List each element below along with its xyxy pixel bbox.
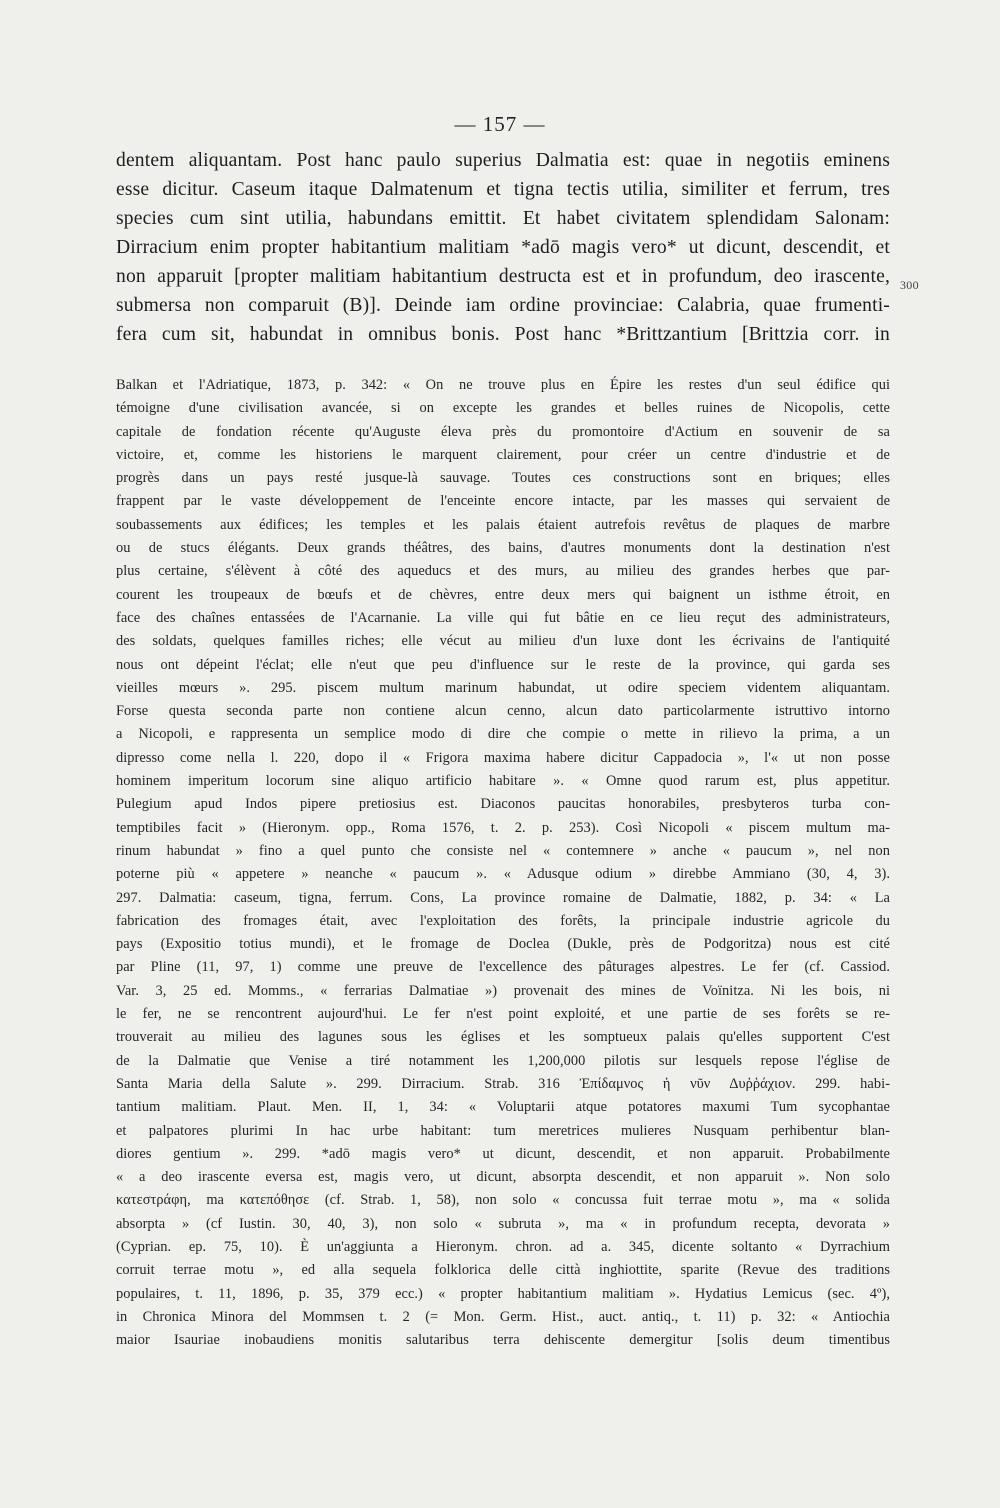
footnote-line: ou de stucs élégants. Deux grands théâtres, des bains, d'autres monuments dont la destination n'est	[116, 540, 890, 557]
page-number: — 157 —	[454, 112, 546, 136]
footnote-line: victoire, et, comme les historiens le marquent clairement, pour créer un centre d'industrie et de	[116, 446, 890, 463]
footnote-line: 297. Dalmatia: caseum, tigna, ferrum. Cons, La province romaine de Dalmatie, 1882, p. 34: « La	[116, 889, 890, 906]
footnote-line: pays (Expositio totius mundi), et le fromage de Doclea (Dukle, près de Podgoritza) nous est cité	[116, 936, 890, 953]
footnote-line: Pulegium apud Indos pipere pretiosius est. Diaconos paucitas honorabiles, presbyteros turba con-	[116, 796, 890, 813]
main-text-line: species cum sint utilia, habundans emittit. Et habet civitatem splendidam Salonam:	[116, 208, 890, 229]
footnote-line: nous ont dépeint l'éclat; elle n'eut que peu d'influence sur le reste de la province, qui garda ses	[116, 656, 890, 673]
footnote-line: par Pline (11, 97, 1) comme une preuve de l'excellence des pâturages alpestres. Le fer (cf. Cassiod.	[116, 959, 890, 976]
footnote-line: trouverait au milieu des lagunes sous les églises et les somptueux palais qu'elles supportent C'est	[116, 1029, 890, 1046]
main-text	[116, 146, 890, 349]
footnote-line: diores gentium ». 299. *adō magis vero* ut dicunt, descendit, et non apparuit. Probabilmente	[116, 1145, 890, 1162]
footnote-line: dipresso come nella l. 220, dopo il « Frigora maxima habere dicitur Cappadocia », l'« ut non posse	[116, 749, 890, 766]
margin-line-number: 300	[900, 278, 919, 292]
footnote-line: populaires, t. 11, 1896, p. 35, 379 ecc.) « propter habitantium malitiam ». Hydatius Lemicus (sec. 4º),	[116, 1285, 890, 1302]
footnote-line: face des chaînes entassées de l'Acarnanie. La ville qui fut bâtie en ce lieu reçut des administrateurs,	[116, 609, 890, 626]
footnote-line: in Chronica Minora del Mommsen t. 2 (= Mon. Germ. Hist., auct. antiq., t. 11) p. 32: « Antiochia	[116, 1308, 890, 1325]
footnote-line: a Nicopoli, e rappresenta un semplice modo di dire che compie o mette in rilievo la prima, a un	[116, 726, 890, 743]
footnote-line: Balkan et l'Adriatique, 1873, p. 342: « On ne trouve plus en Épire les restes d'un seul édifice qui	[116, 377, 890, 393]
footnote-line: rinum habundat » fino a quel punto che consiste nel « contemnere » anche « paucum », nel non	[116, 842, 890, 859]
footnote-line: absorpta » (cf Iustin. 30, 40, 3), non solo « subruta », ma « in profundum recepta, devorata »	[116, 1215, 890, 1232]
footnote-line: corruit terrae motu », ed alla sequela folklorica delle città inghiottite, sparite (Revue des traditions	[116, 1262, 890, 1279]
footnote-line: Forse questa seconda parte non contiene alcun cenno, alcun dato particolarmente istruttivo intorno	[116, 703, 890, 720]
footnote-line: temptibiles facit » (Hieronym. opp., Roma 1576, t. 2. p. 253). Così Nicopoli « piscem multum ma-	[116, 819, 890, 836]
footnote-line: le fer, ne se rencontrent aujourd'hui. Le fer n'est point exploité, et une partie de ses forêts se re-	[116, 1006, 890, 1023]
footnotes	[116, 374, 890, 1352]
main-text-line: submersa non comparuit (B)]. Deinde iam ordine provinciae: Calabria, quae frumenti-	[116, 295, 890, 316]
footnote-line: fabrication des fromages était, avec l'exploitation des forêts, la principale industrie agricole du	[116, 912, 890, 929]
main-text-line: dentem aliquantam. Post hanc paulo superius Dalmatia est: quae in negotiis eminens	[116, 150, 890, 171]
footnote-line: progrès dans un pays resté jusque-là sauvage. Toutes ces constructions sont en briques; elles	[116, 470, 890, 487]
footnote-line: et palpatores plurimi In hac urbe habitant: tum meretrices mulieres Nusquam perhibentur blan-	[116, 1122, 890, 1139]
footnote-line: tantium malitiam. Plaut. Men. II, 1, 34: « Voluptarii atque potatores maxumi Tum sycophantae	[116, 1099, 890, 1116]
footnote-line: capitale de fondation récente qu'Auguste éleva près du promontoire d'Actium en souvenir de sa	[116, 423, 890, 440]
footnote-line: Var. 3, 25 ed. Momms., « ferrarias Dalmatiae ») provenait des mines de Voïnitza. Ni les bois, ni	[116, 982, 890, 999]
footnote-line: plus certaine, s'élèvent à côté des aqueducs et des murs, au milieu des grandes herbes que par-	[116, 563, 890, 580]
footnote-line: des soldats, quelques familles riches; elle vécut au milieu d'un luxe dont les écrivains de l'antiquité	[116, 633, 890, 650]
footnote-line: de la Dalmatie que Venise a tiré notamment les 1,200,000 pilotis sur lesquels repose l'église de	[116, 1052, 890, 1069]
footnote-line: témoigne d'une civilisation avancée, si on excepte les grandes et belles ruines de Nicopolis, cette	[116, 400, 890, 417]
main-text-line: fera cum sit, habundat in omnibus bonis. Post hanc *Brittzantium [Brittzia corr. in	[116, 324, 890, 345]
footnote-line: poterne più « appetere » neanche « paucum ». « Adusque odium » direbbe Ammiano (30, 4, 3).	[116, 866, 890, 883]
footnote-line: « a deo irascente eversa est, magis vero, ut dicunt, absorpta descendit, et non apparuit ». Non solo	[116, 1169, 890, 1186]
footnote-line: maior Isauriae inobaudiens monitis salutaribus terra dehiscente demergitur [solis deum timentibus	[116, 1332, 890, 1349]
footnote-line: vieilles mœurs ». 295. piscem multum marinum habundat, ut odire speciem videntem aliquantam.	[116, 679, 890, 696]
main-text-line: Dirracium enim propter habitantium malitiam *adō magis vero* ut dicunt, descendit, et	[116, 237, 890, 258]
main-text-line: esse dicitur. Caseum itaque Dalmatenum et tigna tectis utilia, similiter et ferrum, tres	[116, 179, 890, 200]
footnote-line: frappent par le vaste développement de l'enceinte encore intacte, par les masses qui servaient de	[116, 493, 890, 510]
main-text-line: non apparuit [propter malitiam habitantium destructa est et in profundum, deo irascente,	[116, 266, 890, 287]
footnote-line: soubassements aux édifices; les temples et les palais étaient autrefois revêtus de plaques de marbre	[116, 516, 890, 533]
footnote-line: (Cyprian. ep. 75, 10). È un'aggiunta a Hieronym. chron. ad a. 345, dicente soltanto « Dyrrachium	[116, 1238, 890, 1255]
footnote-line: courent les troupeaux de bœufs et de chèvres, entre deux mers qui baignent un isthme étroit, en	[116, 586, 890, 603]
footnote-line: hominem imperitum locorum sine aliquo artificio habitare ». « Omne quod rarum est, plus appetitur.	[116, 773, 890, 790]
footnote-line: κατεστράφη, ma κατεπόθησε (cf. Strab. 1, 58), non solo « concussa fuit terrae motu », ma « solida	[116, 1192, 890, 1209]
footnote-line: Santa Maria della Salute ». 299. Dirracium. Strab. 316 Ἐπίδαμνος ἡ νῦν Δυῤῥάχιον. 299. habi-	[116, 1075, 890, 1092]
